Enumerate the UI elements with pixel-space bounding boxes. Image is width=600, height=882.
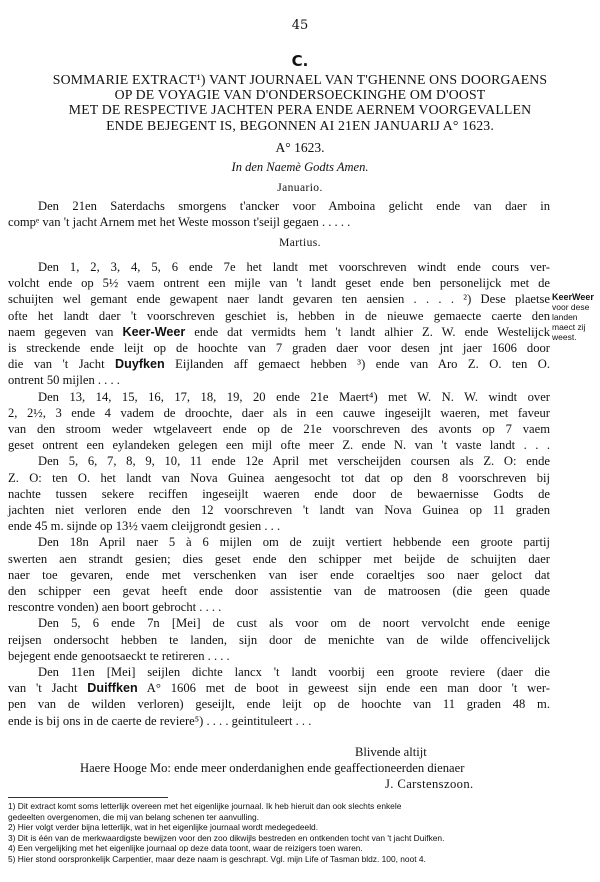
text-line: Den 18n April naer 5 à 6 mijlen om de zuijt vertiert hebbende een groote partij: [38, 535, 550, 550]
footnote: gedeelten overgenomen, die mij van belang schenen ter aanvulling.: [8, 811, 259, 822]
invocation: In den Naemè Godts Amen.: [231, 160, 369, 174]
footnote: 3) Dit is één van de merkwaardigste bewijzen voor den zoo dikwijls bestreden en ontkenden tocht van 't jacht Duifken.: [8, 832, 445, 843]
document-title: [4, 72, 596, 133]
text-line: is streckende ende leijt op de hoochte van 7 graden daer voor desen jnt jaer 1606 door: [8, 341, 550, 356]
footnote-divider: [8, 797, 168, 798]
bold-name: Duiffken: [87, 681, 138, 696]
january-entry: [8, 198, 550, 230]
text-line: Den 5, 6, 7, 8, 9, 10, 11 ende 12e April met verscheijden coursen als Z. O: ende: [38, 454, 550, 469]
text-line: den schipper een gevat heeft ende door assistentie van de matroosen (die geen quade: [8, 584, 550, 599]
closing-line: Blivende altijt: [355, 745, 427, 759]
text-line: Den 1, 2, 3, 4, 5, 6 ende 7e het landt met voorschreven windt ende cours ver-: [38, 260, 550, 274]
month-heading-january: Januario.: [277, 182, 323, 194]
closing-line: Haere Hooge Mo: ende meer onderdanighen ende geaffectioneerden dienaer: [80, 761, 465, 775]
margin-note: [552, 292, 600, 342]
text-line: 2, 2½, 3 ende 4 vadem de droochte, daer als in een cauwe ingeseijlt waeren, met faveur: [8, 405, 550, 420]
text-line: Den 13, 14, 15, 16, 17, 18, 19, 20 ende 21e Maert⁴) met W. N. W. windt over: [38, 389, 550, 404]
year-line: A° 1623.: [275, 140, 325, 155]
margin-note-head: KeerWeer: [552, 292, 594, 302]
text-line: ende 45 m. sijnde op 13½ vaem cleijgrondt gesien . . .: [8, 519, 281, 534]
bold-name: Keer-Weer: [122, 324, 186, 339]
text-line: naer toe gevaren, ende met verschenken van iser ende coraeltjes soo naer geloct dat: [8, 567, 550, 582]
title-line: OP DE VOYAGIE VAN D'ONDERSOECKINGHE OM D'OOST: [114, 87, 486, 103]
text-line: jachten niet verloren ende den 12 voorschreven 't landt van Nova Guinea op 11 graden: [8, 503, 550, 518]
title-line: ENDE BEJEGENT IS, BEGONNEN AI 21EN JANUARIJ A° 1623.: [106, 117, 494, 133]
footnote: 1) Dit extract komt soms letterlijk overeen met het eigenlijke journaal. Ik heb hieruit dan ook slechts enkele: [8, 801, 402, 811]
text-line: reijsen ondersocht hebben te landen, sijn door de menichte van de wilde offencivelijck: [8, 632, 550, 647]
title-line: SOMMARIE EXTRACT¹) VANT JOURNAEL VAN T'GHENNE ONS DOORGAENS: [52, 72, 548, 87]
text-line: Den 21en Saterdachs smorgens t'ancker voor Amboina gelicht ende van daer in: [38, 199, 550, 213]
title-line: MET DE RESPECTIVE JACHTEN PERA ENDE AERNEM VOORGEVALLEN: [68, 102, 532, 118]
text-line: geset ontrent een eylandeken gelegen een mijl ofte meer Z. ende N. van 't vaste landt . . .: [8, 438, 550, 453]
text-line: Den 5, 6 ende 7n [Mei] de cust als voor om de noort vervolcht ende eenige: [38, 616, 550, 631]
text-line: Z. O: ten O. het landt van Nova Guinea aengesocht tot dat op den 8 voorschreven bij: [8, 470, 550, 485]
page-number: 45: [291, 18, 309, 33]
margin-note-line: maect zij: [552, 322, 586, 332]
text-line: van 't Jacht Duiffken A° 1606 met de boot in geweest sijn ende een man door 't wer-: [8, 681, 550, 696]
footnotes: [8, 801, 583, 864]
text-line: ende is bij ons in de caerte de reviere⁵) . . . . geintituleert . . .: [8, 713, 312, 728]
text-line: volcht ende op 5½ vaem ontrent een mijle van 't landt geset ende ben personelijck met de: [8, 276, 550, 291]
footnote: 4) Een vergelijking met het eigenlijke journaal op deze data toont, waar de reizigers toen waren.: [8, 843, 363, 853]
text-line: van den stroom weder wtgelaveert ende op de 21e voorschreven des avonts op 7 vaem: [8, 422, 550, 437]
margin-note-line: landen: [552, 312, 578, 322]
section-letter: C.: [291, 52, 309, 70]
text-line: swerten aen strandt gesien; dies geset ende den schipper met beijde de schuijten daer: [8, 551, 550, 566]
bold-name: Duyfken: [115, 357, 165, 372]
text-line: schuijten wel gemant ende gewapent naer landt gevaren ten aensien . . . . ²) Dese plaetse: [8, 292, 550, 307]
month-heading-march: Martius.: [279, 237, 321, 249]
text-line: ofte het landt daer 't voorschreven geschiet is, hebben in de nieuwe gemaecte caerte den: [8, 308, 550, 323]
march-entries: [8, 259, 550, 729]
text-line: ontrent 50 mijlen . . . .: [8, 373, 120, 388]
text-line: Den 11en [Mei] seijlen dichte lancx 't landt voorbij een groote reviere (daer die: [38, 665, 550, 680]
margin-note-line: voor dese: [552, 302, 590, 312]
signature: J. Carstenszoon.: [385, 777, 474, 791]
footnote: 2) Hier volgt verder bijna letterlijk, wat in het eigenlijke journaal wordt medegedeeld.: [8, 822, 319, 832]
text-line: die van 't Jacht Duyfken Eijlanden aff gemaect hebben ³) ende van Aro Z. O. ten O.: [8, 357, 551, 372]
text-line: bejegent ende genootsaeckt te retireren . . . .: [8, 648, 230, 663]
text-line: pen van de wilden verloren) geseijlt, ende leijt op de hoochte van 11 graden 48 m.: [8, 697, 550, 712]
text-line: compᵉ van 't jacht Arnem met het Weste mosson t'seijl gegaen . . . . .: [8, 215, 351, 230]
text-line: rescontre vonden) aen boort gebrocht . . . .: [8, 600, 222, 615]
footnote: 5) Hier stond oorspronkelijk Carpentier, maar deze naam is geschrapt. Vgl. mijn Life of Tasman bldz. 100, noot 4.: [8, 853, 426, 864]
text-line: nachte tussen sekere reciffen ingeseijlt waeren ende door de bewaernisse Godts de: [8, 486, 550, 501]
text-line: naem gegeven van Keer-Weer ende dat vermidts hem 't landt alhier Z. W. ende Westelijck: [8, 324, 550, 339]
margin-note-line: weest.: [552, 332, 577, 342]
